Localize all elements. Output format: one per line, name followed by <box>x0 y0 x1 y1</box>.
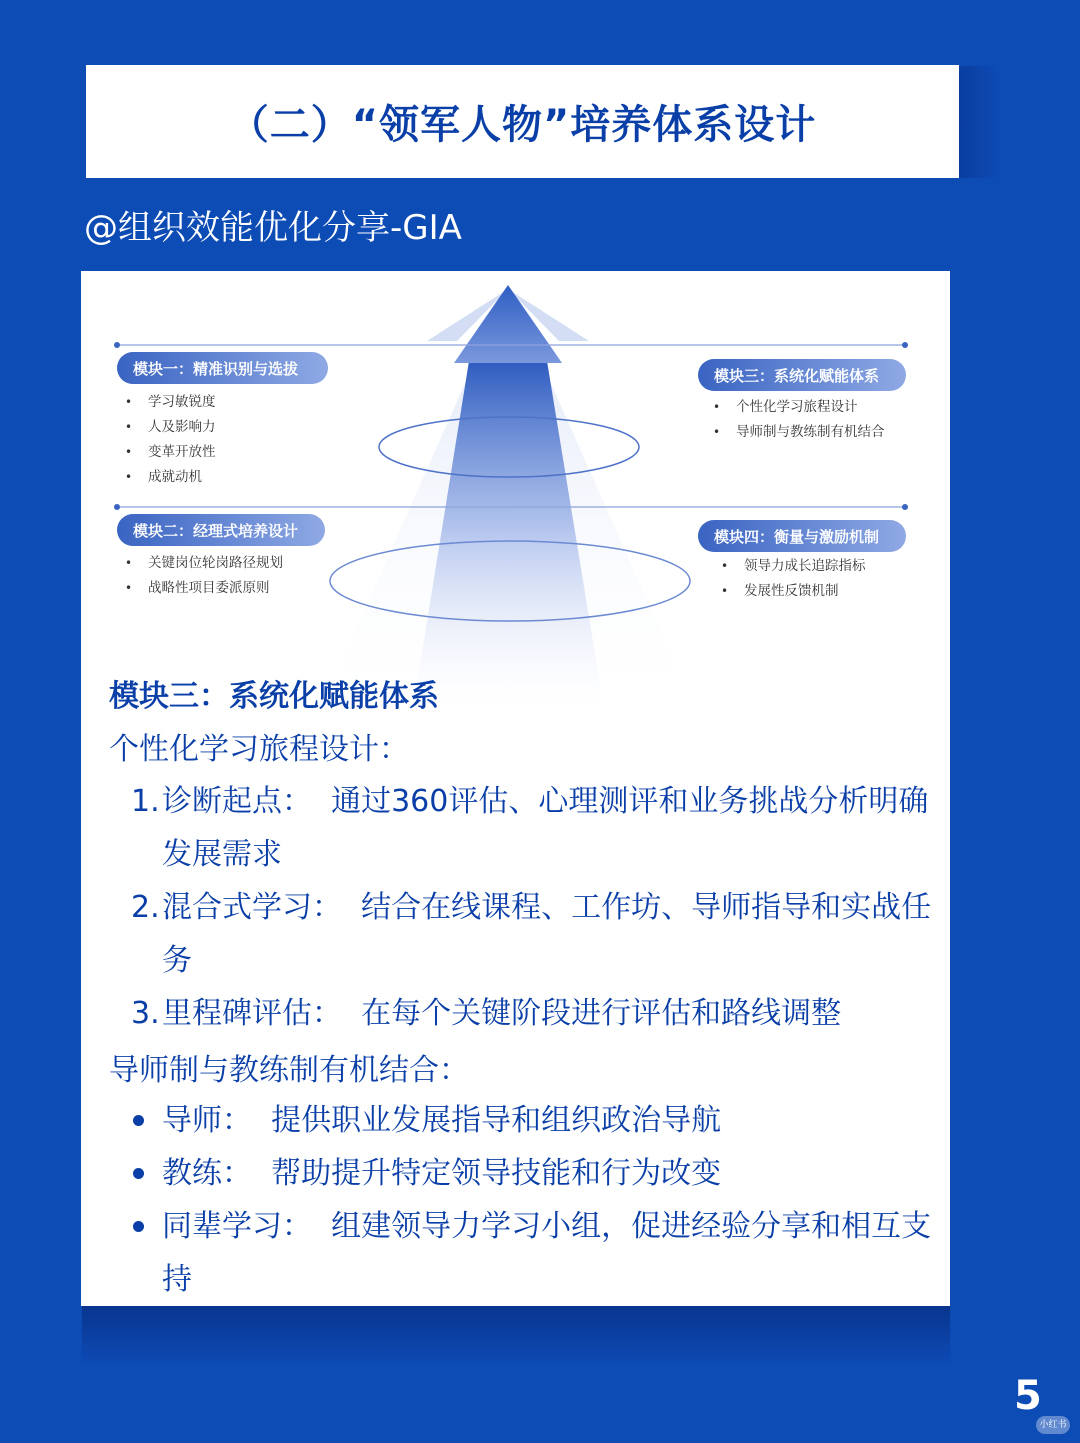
item-number: 1. <box>131 784 160 819</box>
module-4-title: 模块四：衡量与激励机制 <box>698 520 906 552</box>
numbered-item <box>131 881 941 987</box>
module-2-title: 模块二：经理式培养设计 <box>117 514 325 546</box>
module-2-item: • 战略性项目委派原则 <box>125 576 283 601</box>
item-number: 2. <box>131 890 160 925</box>
bullet-item <box>131 1147 941 1200</box>
module-4-item: • 发展性反馈机制 <box>721 579 866 604</box>
bullet-dot <box>133 1115 144 1126</box>
title-banner <box>86 65 959 178</box>
item-label: 教练： <box>162 1156 252 1191</box>
module-4-item: • 领导力成长追踪指标 <box>721 554 866 579</box>
module-3-list <box>713 395 885 445</box>
module-4-list <box>721 554 866 604</box>
module-3-item: • 导师制与教练制有机结合 <box>713 420 885 445</box>
subheading-mentoring: 导师制与教练制有机结合： <box>109 1053 469 1088</box>
page-number: 5 <box>1014 1373 1042 1419</box>
module-1-item: • 人及影响力 <box>125 415 216 440</box>
item-text: 组建领导力学习小组，促进经验分享和相互支持 <box>162 1209 932 1297</box>
page-title: （二）“领军人物”培养体系设计 <box>228 102 817 148</box>
module-2-item: • 关键岗位轮岗路径规划 <box>125 551 283 576</box>
numbered-item <box>131 775 941 881</box>
bullet-item <box>131 1094 941 1147</box>
bullet-dot <box>133 1221 144 1232</box>
item-label: 混合式学习： <box>162 890 342 925</box>
item-text: 提供职业发展指导和组织政治导航 <box>271 1103 722 1138</box>
module-1-title: 模块一：精准识别与选拔 <box>117 352 328 384</box>
module-1-item: • 成就动机 <box>125 465 216 490</box>
module-1-item: • 学习敏锐度 <box>125 390 216 415</box>
item-number: 3. <box>131 996 160 1031</box>
item-text: 在每个关键阶段进行评估和路线调整 <box>361 996 842 1031</box>
bullet-item <box>131 1200 941 1306</box>
item-label: 导师： <box>162 1103 252 1138</box>
module-1-item: • 变革开放性 <box>125 440 216 465</box>
item-text: 通过360评估、心理测评和业务挑战分析明确发展需求 <box>162 784 929 872</box>
subheading-learning-journey: 个性化学习旅程设计： <box>109 732 409 767</box>
section-title: 模块三：系统化赋能体系 <box>109 679 439 714</box>
item-label: 里程碑评估： <box>162 996 342 1031</box>
item-label: 同辈学习： <box>162 1209 312 1244</box>
bullet-dot <box>133 1168 144 1179</box>
watermark-logo: 小红书 <box>1036 1416 1070 1434</box>
arrow-diagram <box>81 271 950 721</box>
item-text: 帮助提升特定领导技能和行为改变 <box>271 1156 722 1191</box>
numbered-item <box>131 987 941 1040</box>
panel-shadow <box>82 1306 950 1366</box>
module-3-title: 模块三：系统化赋能体系 <box>698 359 906 391</box>
author-handle: @组织效能优化分享-GIA <box>84 208 462 248</box>
content-panel <box>81 271 950 1306</box>
item-text: 结合在线课程、工作坊、导师指导和实战任务 <box>162 890 932 978</box>
module-1-list <box>125 390 216 490</box>
module-3-item: • 个性化学习旅程设计 <box>713 395 885 420</box>
module-2-list <box>125 551 283 601</box>
item-label: 诊断起点： <box>162 784 312 819</box>
